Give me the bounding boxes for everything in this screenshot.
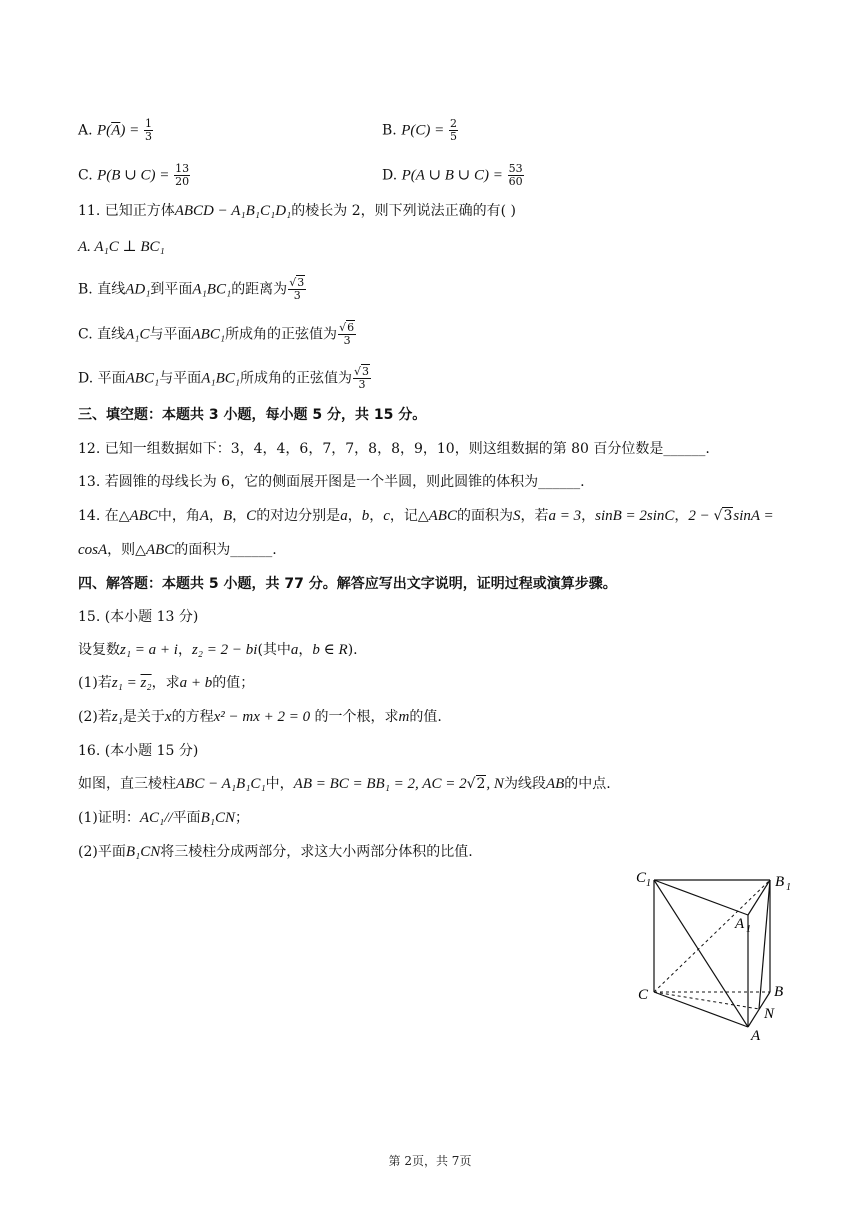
text: 与平面 (159, 370, 202, 387)
label-b1-sub: 1 (786, 882, 791, 893)
q15-part1 (78, 673, 254, 693)
math-expr: , N (486, 776, 504, 792)
edge-a1-b1 (748, 880, 770, 915)
denominator: 20 (175, 175, 190, 188)
label-b: B (774, 984, 784, 1000)
math-expr: m (398, 709, 410, 725)
numerator: 1 (144, 117, 152, 130)
q13-text: 13. 若圆锥的母线长为 6，它的侧面展开图是一个半圆，则此圆锥的体积为______. (78, 474, 585, 490)
math-expr: a (340, 508, 348, 524)
radicand: 3 (361, 365, 369, 378)
text: 的值； (212, 675, 255, 691)
option-label: B. (382, 122, 402, 139)
math-expr: AB = BC = BB₁ = 2, AC = 2 (293, 776, 467, 792)
text: 将三棱柱分成两部分，求这大小两部分体积的比值. (160, 844, 473, 860)
text: D. 平面 (78, 370, 126, 387)
denominator: 3 (358, 378, 366, 391)
text: 中， (265, 776, 294, 792)
numerator: 13 (175, 162, 190, 175)
math-expr: P(C) = (401, 122, 448, 139)
q11-option-b (78, 277, 307, 302)
q11-option-c (78, 322, 357, 347)
numerator: √6 (339, 321, 355, 334)
math-expr: ABC (428, 508, 457, 524)
label-n: N (764, 1006, 775, 1022)
q10-option-d (382, 163, 525, 188)
text: ， (232, 508, 247, 524)
text: ). (347, 642, 358, 658)
q10-option-a (78, 118, 154, 143)
page-footer: 第 2页，共 7页 (388, 1154, 472, 1168)
math-expr: AC₁// (139, 810, 173, 826)
fraction (353, 366, 371, 391)
fraction (338, 322, 356, 347)
option-label: D. (382, 167, 402, 184)
edge-c1-a1 (654, 880, 748, 915)
option-label: A. (78, 122, 98, 139)
q16-stem (78, 774, 611, 794)
text: C. 直线 (78, 326, 126, 343)
text: 所成角的正弦值为 (225, 326, 338, 343)
radicand: 6 (347, 321, 355, 334)
section-heading-solve: 四、解答题：本题共 5 小题，共 77 分。解答应写出文字说明，证明过程或演算步骤。 (78, 576, 617, 592)
edge-c-a (654, 992, 748, 1027)
q16-title: 16. (本小题 15 分) (78, 743, 199, 759)
math-expr: B (223, 508, 233, 524)
label-c1-sub: 1 (646, 878, 651, 889)
math-expr: 2 − (688, 508, 714, 524)
text: 是关于 (122, 709, 165, 725)
math-expr: x (164, 709, 172, 725)
q16-part1 (78, 808, 249, 828)
math-expr: A (199, 508, 209, 524)
text: ； (234, 810, 249, 826)
text: 的对边分别是 (256, 508, 341, 524)
math-expr: a + b (179, 675, 213, 691)
text: 与平面 (149, 326, 192, 343)
q10-option-c (78, 163, 191, 188)
denominator: 3 (144, 130, 152, 143)
math-expr: z₂ = 2 − bi (191, 642, 258, 658)
q14-line1 (78, 506, 774, 526)
math-expr: B₁CN (200, 810, 235, 826)
text: 的一个根，求 (310, 709, 399, 725)
q14-line2 (78, 540, 277, 560)
math-expr: A₁BC₁ (192, 281, 232, 298)
text: 中，角 (157, 508, 200, 524)
math-expr: ) = (120, 122, 143, 139)
text: 11. 已知正方体 (78, 203, 175, 219)
text: (2)若 (78, 709, 112, 725)
text: 的值. (409, 709, 442, 725)
fraction (288, 277, 306, 302)
sqrt: √2 (466, 776, 486, 792)
math-expr: ABCD − A₁B₁C₁D₁ (174, 203, 292, 219)
math-expr: S (512, 508, 521, 524)
math-expr: C (246, 508, 257, 524)
radicand: 3 (297, 276, 305, 289)
text: (1)证明： (78, 810, 140, 826)
math-expr: z₁ = a + i (120, 642, 178, 658)
numerator: √3 (289, 276, 305, 289)
text: 所成角的正弦值为 (239, 370, 352, 387)
math-expr: P( (97, 122, 112, 139)
q11-option-a (78, 237, 165, 257)
label-a1: A (735, 916, 745, 932)
text: 的距离为 (231, 281, 288, 298)
q15-part2 (78, 707, 442, 727)
text: 的面积为 (456, 508, 513, 524)
math-expr: ABC (145, 542, 175, 558)
q10-option-b (382, 118, 459, 143)
hidden-edge-c-n (654, 992, 759, 1009)
math-expr: cosA (78, 542, 108, 558)
numerator: 2 (449, 117, 457, 130)
math-expr: B₁CN (125, 844, 161, 860)
hidden-edge-c-b1 (654, 880, 770, 992)
text: 的棱长为 2，则下列说法正确的有( ) (291, 203, 516, 219)
fraction (449, 118, 458, 143)
text: 14. 在△ (78, 508, 130, 524)
q15-given (78, 640, 358, 660)
math-expr: ABC₁ (125, 370, 160, 387)
text: ，若 (520, 508, 549, 524)
q11-stem (78, 201, 516, 221)
text: 设复数 (78, 642, 120, 658)
math-expr: A₁BC₁ (201, 370, 240, 387)
math-expr: AB (545, 776, 565, 792)
text: ， (581, 508, 596, 524)
math-expr: sinB = 2sinC (595, 508, 675, 524)
math-expr: b ∈ R (312, 642, 348, 658)
math-expr: z₂ (140, 675, 152, 691)
denominator: 5 (449, 130, 457, 143)
section-heading-fill-blank: 三、填空题：本题共 3 小题，每小题 5 分，共 15 分。 (78, 407, 427, 423)
text: 平面 (172, 810, 201, 826)
math-expr: b (361, 508, 370, 524)
text: 到平面 (150, 281, 193, 298)
math-expr: x² − mx + 2 = 0 (213, 709, 311, 725)
math-expr: AD₁ (125, 281, 151, 298)
math-expr: c (383, 508, 390, 524)
text: (1)若 (78, 675, 112, 691)
label-a1-sub: 1 (746, 924, 751, 935)
math-expr: ABC − A₁B₁C₁ (176, 776, 266, 792)
denominator: 60 (508, 175, 523, 188)
text: (其中 (257, 642, 291, 658)
text: ， (298, 642, 313, 658)
math-expr: a (290, 642, 299, 658)
radicand: 3 (723, 508, 733, 524)
math-expr: P(A ∪ B ∪ C) = (401, 167, 507, 184)
fraction (508, 163, 524, 188)
label-c: C (638, 987, 649, 1003)
text: (2)平面 (78, 844, 126, 860)
math-expr: z₁ (111, 709, 123, 725)
sqrt: √3 (713, 508, 733, 524)
text: ， (369, 508, 384, 524)
math-expr: a = 3 (548, 508, 582, 524)
q15-title: 15. (本小题 13 分) (78, 609, 199, 625)
text: ，记△ (389, 508, 429, 524)
prism-figure (630, 862, 800, 1042)
text: 的面积为______. (174, 542, 277, 558)
text: 为线段 (503, 776, 546, 792)
text: ，则△ (107, 542, 146, 558)
option-label: C. (78, 167, 98, 184)
fraction (144, 118, 153, 143)
numerator: √3 (353, 365, 369, 378)
label-a: A (751, 1028, 761, 1042)
denominator: 3 (343, 334, 351, 347)
label-b1: B (775, 874, 785, 890)
text: ， (347, 508, 362, 524)
math-expr: A₁C (125, 326, 150, 343)
q11-option-d (78, 366, 372, 391)
text: 的方程 (171, 709, 214, 725)
math-expr: $\overline{A}$ (111, 122, 121, 139)
label-c1: C (636, 870, 647, 886)
text: ，求 (151, 675, 180, 691)
math-expr: ABC (129, 508, 158, 524)
math-expr: z₁ = (111, 675, 141, 691)
denominator: 3 (293, 289, 301, 302)
radicand: 2 (476, 776, 486, 792)
math-expr: P(B ∪ C) = (97, 167, 174, 184)
math-expr: sinA = (733, 508, 774, 524)
q12-text: 12. 已知一组数据如下：3，4，4，6，7，7，8，8，9，10，则这组数据的第 80 百分位数是______. (78, 441, 710, 457)
text: 如图，直三棱柱 (78, 776, 176, 792)
numerator: 53 (508, 162, 523, 175)
text: 的中点. (564, 776, 611, 792)
fraction (174, 163, 190, 188)
q16-part2 (78, 842, 473, 862)
math-expr: A. A₁C ⊥ BC₁ (78, 239, 165, 255)
math-expr: ABC₁ (191, 326, 226, 343)
text: ， (209, 508, 223, 524)
text: ， (674, 508, 689, 524)
text: B. 直线 (78, 281, 126, 298)
text: ， (177, 642, 192, 658)
edge-b1-n (759, 880, 770, 1009)
